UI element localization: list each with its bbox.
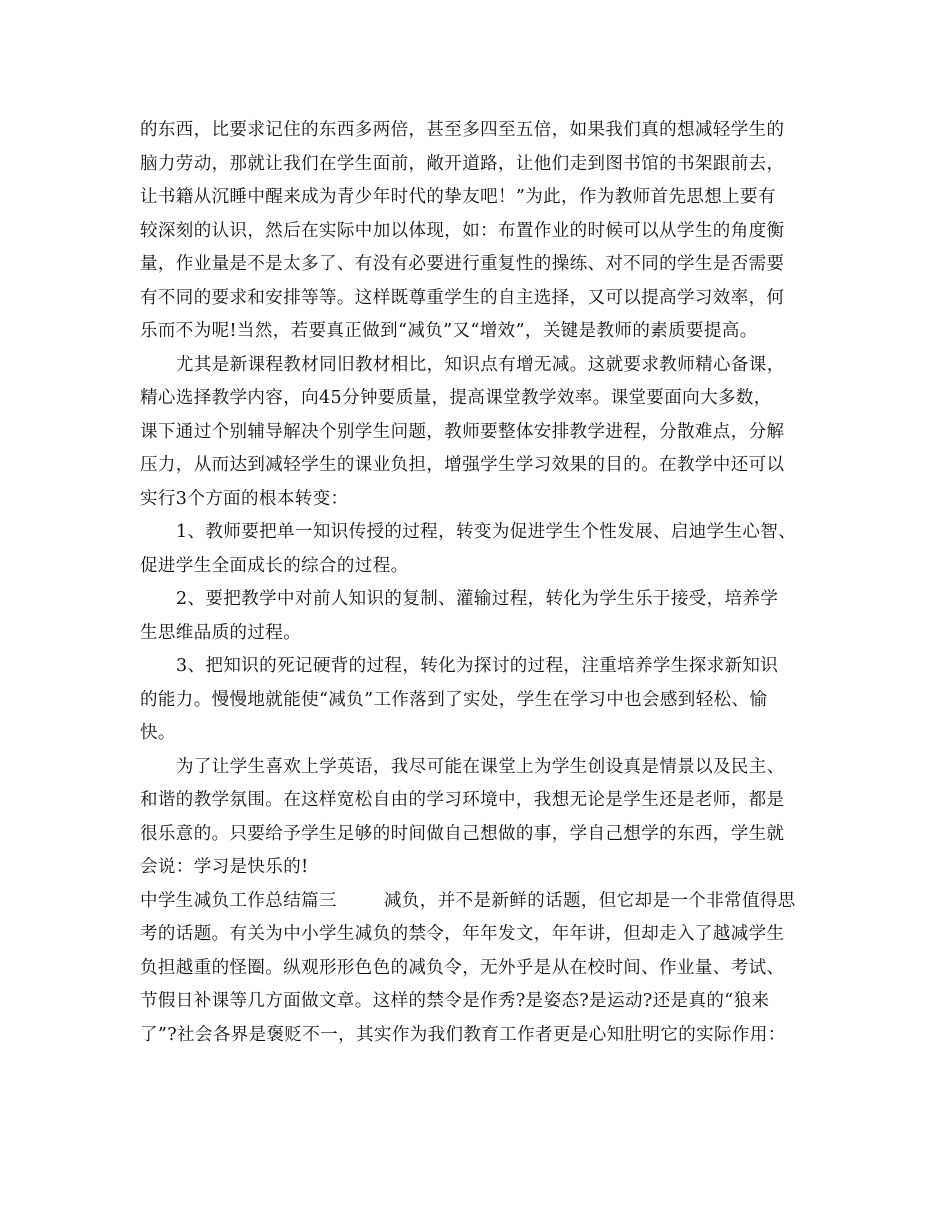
- text-line: 和谐的教学氛围。在这样宽松自由的学习环境中，我想无论是学生还是老师，都是: [140, 790, 785, 810]
- text-line: 了”?社会各界是褒贬不一，其实作为我们教育工作者更是心知肚明它的实际作用：: [140, 1024, 786, 1045]
- text-line: 会说：学习是快乐的!: [140, 857, 309, 877]
- paragraph: [140, 114, 820, 349]
- paragraph: [140, 349, 820, 517]
- section-first-line-text: 减负，并不是新鲜的话题，但它却是一个非常值得思: [384, 890, 796, 911]
- text-line: 促进学生全面成长的综合的过程。: [140, 555, 409, 576]
- text-line: 3、把知识的死记硬背的过程，转化为探讨的过程，注重培养学生探求新知识: [176, 656, 779, 676]
- text-line: 有不同的要求和安排等等。这样既尊重学生的自主选择，又可以提高学习效率，何: [140, 287, 785, 308]
- text-line: 脑力劳动，那就让我们在学生面前，敞开道路，让他们走到图书馆的书架跟前去，: [140, 153, 785, 174]
- text-line: 量，作业量是不是太多了、有没有必要进行重复性的操练、对不同的学生是否需要: [140, 254, 785, 274]
- text-line: 的东西，比要求记住的东西多两倍，甚至多四至五倍，如果我们真的想减轻学生的: [140, 120, 785, 140]
- section-lines: [140, 918, 820, 1052]
- text-line: 节假日补课等几方面做文章。这样的禁令是作秀?是姿态?是运动?还是真的“狼来: [140, 991, 770, 1011]
- paragraph: [140, 650, 820, 751]
- paragraph: [140, 583, 820, 650]
- text-line: 压力，从而达到减轻学生的课业负担，增强学生学习效果的目的。在教学中还可以: [140, 455, 785, 475]
- text-line: 考的话题。有关为中小学生减负的禁令，年年发文，年年讲，但却走入了越减学生: [140, 924, 785, 944]
- text-line: 较深刻的认识，然后在实际中加以体现，如：布置作业的时候可以从学生的角度衡: [140, 220, 785, 241]
- text-line: 的能力。慢慢地就能使“减负”工作落到了实处，学生在学习中也会感到轻松、愉: [140, 689, 768, 710]
- paragraph: [140, 751, 820, 885]
- text-line: 课下通过个别辅导解决个别学生问题，教师要整体安排教学进程，分散难点，分解: [140, 421, 785, 442]
- text-line: 让书籍从沉睡中醒来成为青少年时代的挚友吧！”为此，作为教师首先思想上要有: [140, 187, 776, 207]
- text-line: 生思维品质的过程。: [140, 622, 302, 643]
- text-line: 负担越重的怪圈。纵观形形色色的减负令，无外乎是从在校时间、作业量、考试、: [140, 957, 785, 978]
- text-line: 很乐意的。只要给予学生足够的时间做自己想做的事，学自己想学的东西，学生就: [140, 823, 785, 844]
- document-page: [140, 114, 820, 1052]
- section-first-line: [140, 885, 820, 919]
- paragraph: [140, 516, 820, 583]
- text-line: 为了让学生喜欢上学英语，我尽可能在课堂上为学生创设真是情景以及民主、: [176, 756, 785, 777]
- text-line: 精心选择教学内容，向45分钟要质量，提高课堂教学效率。课堂要面向大多数，: [140, 388, 772, 408]
- text-line: 实行3个方面的根本转变：: [140, 488, 349, 509]
- section-heading: 中学生减负工作总结篇三: [140, 890, 337, 911]
- text-line: 尤其是新课程教材同旧教材相比，知识点有增无减。这就要求教师精心备课，: [176, 354, 785, 375]
- text-line: 快。: [140, 723, 176, 743]
- text-line: 1、教师要把单一知识传授的过程，转变为促进学生个性发展、启迪学生心智、: [176, 522, 797, 542]
- document-body: [140, 114, 820, 885]
- section-block: [140, 885, 820, 1053]
- text-line: 乐而不为呢!当然，若要真正做到“减负”又“增效”，关键是教师的素质要提高。: [140, 321, 758, 341]
- text-line: 2、要把教学中对前人知识的复制、灌输过程，转化为学生乐于接受，培养学: [176, 589, 779, 609]
